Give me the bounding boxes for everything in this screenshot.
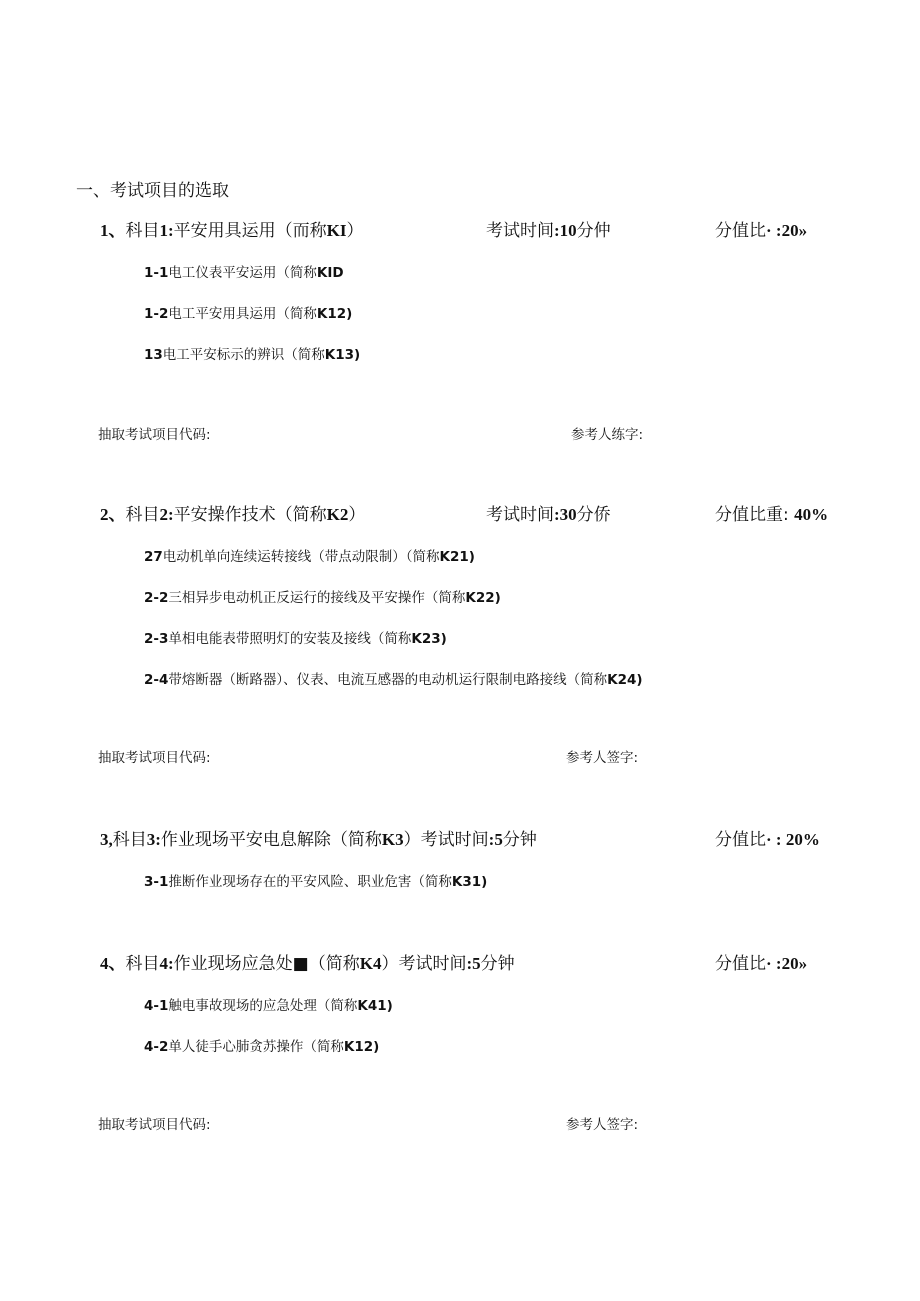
subject-1-title: 1、科目1:平安用具运用（而称KI） — [100, 221, 364, 241]
item-2-2: 2-2三相异步电动机正反运行的接线及平安操作（简称K22) — [144, 590, 501, 606]
item-2-1: 27电动机单向连续运转接线（带点动限制）（简称K21) — [144, 549, 475, 565]
subject-1-score: 分值比· :20» — [715, 221, 808, 241]
subject-3-title: 3,科目3:作业现场平安电息解除（简称K3）考试时间:5分钟 — [100, 830, 537, 850]
signature-label-1: 参考人练字: — [571, 427, 644, 443]
subject-4-title: 4、科目4:作业现场应急处■（简称K4）考试时间:5分钟 — [100, 954, 515, 974]
section-title: 一、考试项目的选取 — [76, 181, 229, 201]
draw-code-label-2: 抽取考试项目代码: — [98, 750, 211, 766]
subject-2-time: 考试时间:30分侨 — [486, 505, 611, 525]
item-1-3: 13电工平安标示的辨识（简称K13) — [144, 347, 361, 363]
item-3-1: 3-1推断作业现场存在的平安风险、职业危害（简称K31) — [144, 874, 488, 890]
signature-label-4: 参考人签字: — [566, 1117, 639, 1133]
item-4-1: 4-1触电事故现场的应急处理（简称K41) — [144, 998, 393, 1014]
subject-2-score: 分值比重: 40% — [715, 505, 829, 525]
signature-label-2: 参考人签字: — [566, 750, 639, 766]
item-2-4: 2-4带熔断器（断路器）、仪表、电流互感器的电动机运行限制电路接线（简称K24) — [144, 672, 643, 688]
subject-4-score: 分值比· :20» — [715, 954, 808, 974]
item-2-3: 2-3单相电能表带照明灯的安装及接线（简称K23) — [144, 631, 447, 647]
subject-3-score: 分值比· : 20% — [715, 830, 820, 850]
item-1-2: 1-2电工平安用具运用（简称K12) — [144, 306, 353, 322]
item-1-1: 1-1电工仪表平安运用（简称KID — [144, 265, 344, 281]
item-4-2: 4-2单人徒手心肺贪苏操作（简称K12) — [144, 1039, 380, 1055]
subject-1-time: 考试时间:10分仲 — [486, 221, 611, 241]
draw-code-label-4: 抽取考试项目代码: — [98, 1117, 211, 1133]
draw-code-label-1: 抽取考试项目代码: — [98, 427, 211, 443]
subject-2-title: 2、科目2:平安操作技术（简称K2） — [100, 505, 366, 525]
